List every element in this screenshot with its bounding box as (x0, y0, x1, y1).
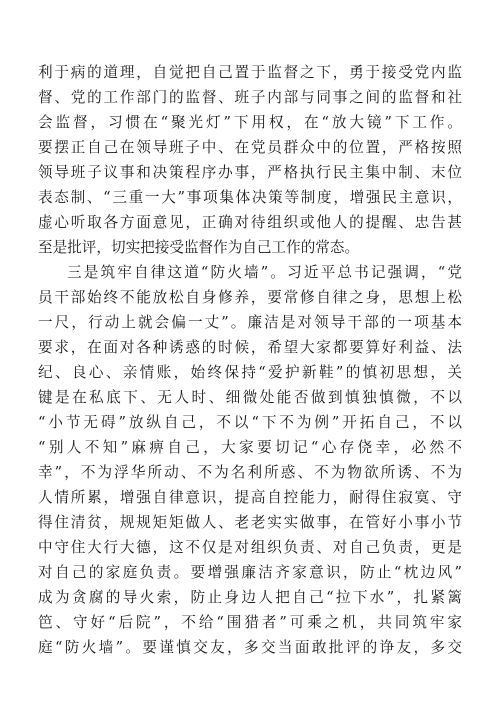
text-line: 督、党的工作部门的监督、班子内部与同事之间的监督和社 (38, 89, 462, 106)
text-line: 人情所累，增强自律意识，提高自控能力，耐得住寂寞、守 (38, 489, 462, 506)
text-line: 要求，在面对各种诱惑的时候，希望大家都要算好利益、法 (38, 339, 462, 356)
text-line: 会监督，习惯在“聚光灯”下用权，在“放大镜”下工作。 (38, 114, 462, 131)
text-line: 领导班子议事和决策程序办事，严格执行民主集中制、末位 (38, 164, 462, 181)
paragraph-start-line: 三是筑牢自律这道“防火墙”。习近平总书记强调，“党 (67, 264, 462, 281)
text-line: 庭“防火墙”。要谨慎交友，多交当面敢批评的诤友，多交 (38, 639, 462, 656)
text-line: “别人不知”麻痹自己，大家要切记“心存侥幸，必然不 (38, 439, 462, 456)
text-line: 中守住大行大德，这不仅是对组织负责、对自己负责，更是 (38, 539, 462, 556)
text-line: 员干部始终不能放松自身修养，要常修自律之身，思想上松 (38, 289, 462, 306)
text-line: 幸”，不为浮华所动、不为名利所惑、不为物欲所诱、不为 (38, 464, 462, 481)
text-line: 一尺，行动上就会偏一丈”。廉洁是对领导干部的一项基本 (38, 314, 462, 331)
text-line: 利于病的道理，自觉把自己置于监督之下，勇于接受党内监 (38, 64, 462, 81)
text-line: 虚心听取各方面意见，正确对待组织或他人的提醒、忠告甚 (38, 214, 462, 231)
text-line: 纪、良心、亲情账，始终保持“爱护新鞋”的慎初思想，关 (38, 364, 462, 381)
body-text (38, 60, 462, 660)
text-line: “小节无碍”放纵自己，不以“下不为例”开拓自己，不以 (38, 414, 462, 431)
text-line: 得住清贫，规规矩矩做人、老老实实做事，在管好小事小节 (38, 514, 462, 531)
text-line: 表态制、“三重一大”事项集体决策等制度，增强民主意识， (38, 189, 462, 206)
text-line: 笆、守好“后院”，不给“围猎者”可乘之机，共同筑牢家 (38, 614, 462, 631)
text-line: 键是在私底下、无人时、细微处能否做到慎独慎微，不以 (38, 389, 462, 406)
text-line: 对自己的家庭负责。要增强廉洁齐家意识，防止“枕边风” (38, 564, 462, 581)
text-line: 要摆正自己在领导班子中、在党员群众中的位置，严格按照 (38, 139, 462, 156)
paragraph-end-line: 至是批评，切实把接受监督作为自己工作的常态。 (38, 239, 360, 256)
text-line: 成为贪腐的导火索，防止身边人把自己“拉下水”，扎紧篱 (38, 589, 462, 606)
